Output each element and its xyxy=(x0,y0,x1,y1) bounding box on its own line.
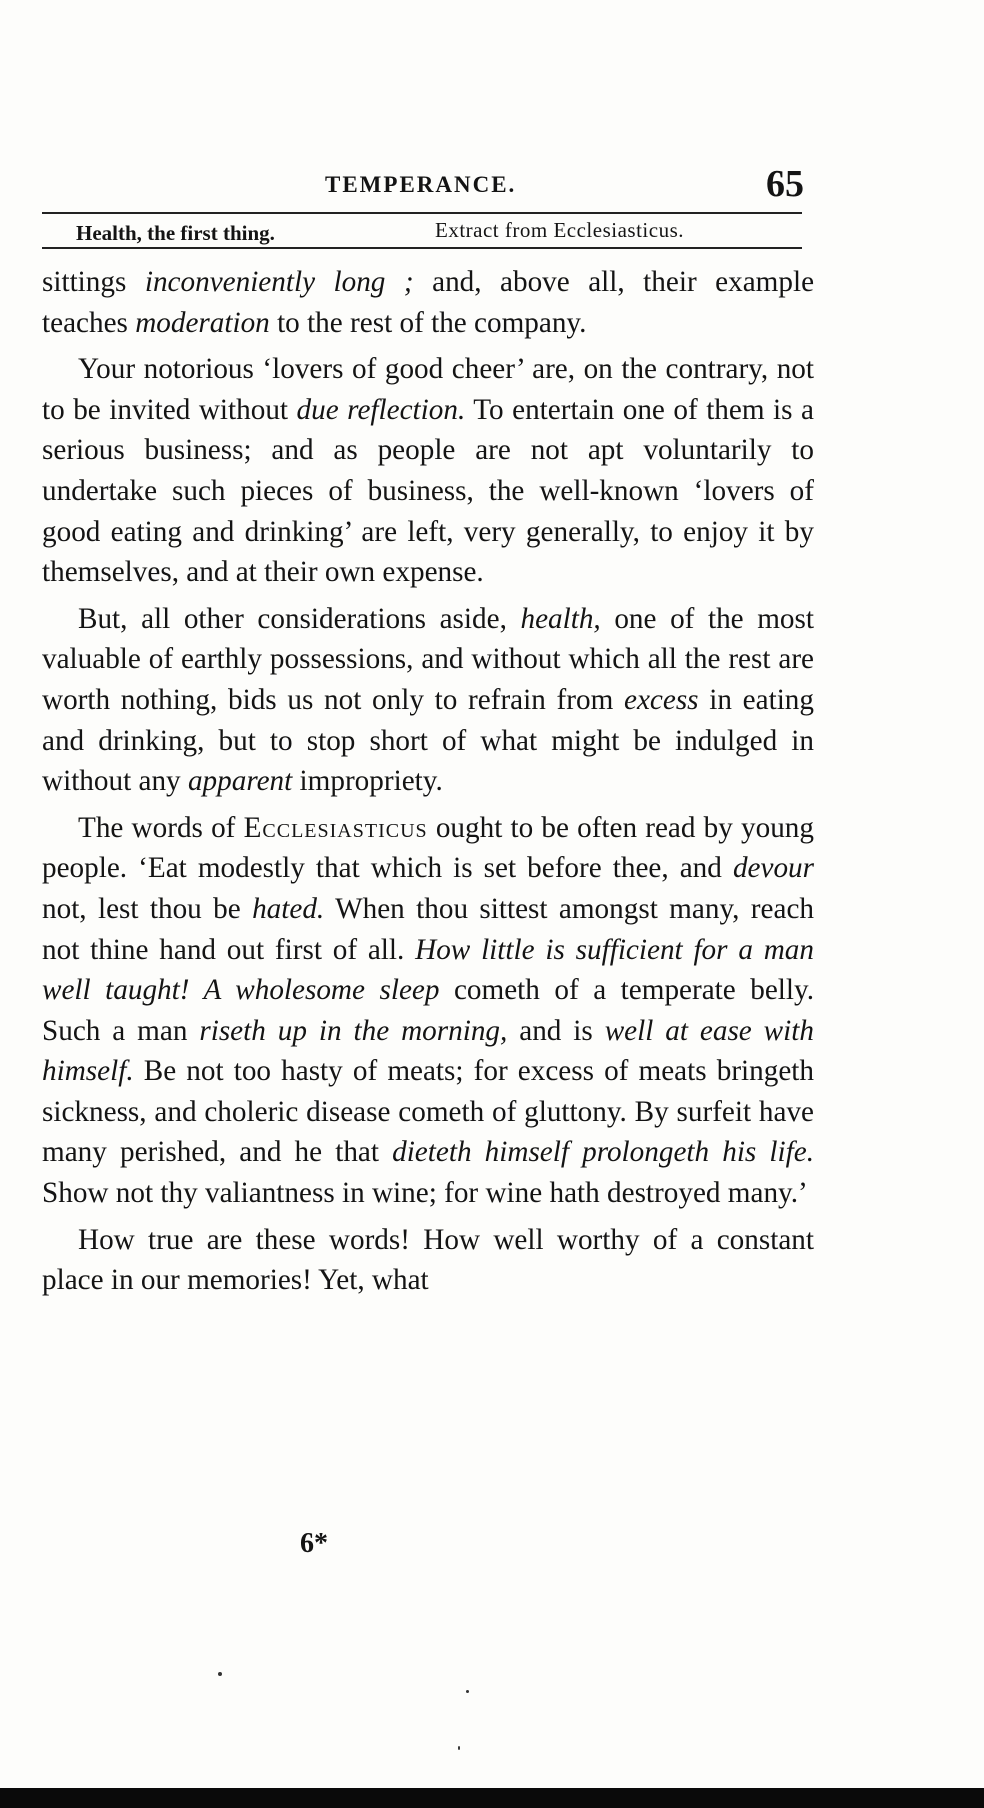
header-rule-bottom xyxy=(42,247,802,249)
scan-edge xyxy=(0,1788,984,1808)
italic-run: How little is sufficient for a man well taught! A wholesome sleep xyxy=(42,933,814,1007)
italic-run: devour xyxy=(732,852,814,885)
print-speck xyxy=(218,1672,222,1676)
text-run: one of the most valuable of earthly possessions, and without which all the rest are worth nothing, bids us not only to refrain from xyxy=(42,602,814,716)
italic-run: riseth up in the morning, xyxy=(199,1014,508,1047)
text-run: ought to be often read by young people. ‘Eat modestly that which is set before thee, and xyxy=(42,811,814,885)
paragraph-4 xyxy=(42,808,814,1214)
text-run: When thou sittest amongst many, reach not thine hand out first of all. xyxy=(42,892,814,966)
italic-run: dieteth himself prolongeth his life. xyxy=(392,1136,814,1169)
text-run: and is xyxy=(507,1014,605,1047)
text-run: But, all other considerations aside, xyxy=(78,602,521,635)
body-text xyxy=(42,262,814,1307)
text-run: to the rest of the company. xyxy=(269,306,587,339)
italic-run: apparent xyxy=(187,765,293,798)
running-head xyxy=(40,164,810,210)
text-run: sittings xyxy=(42,266,145,298)
italic-run: excess xyxy=(624,683,699,716)
text-run: not, lest thou be xyxy=(42,892,253,925)
text-run: cometh of a temperate belly. Such a man xyxy=(42,974,814,1047)
paragraph-2 xyxy=(42,349,814,593)
italic-run: moderation xyxy=(135,306,270,339)
text-run: and, above all, their example teaches xyxy=(42,266,815,339)
running-title: TEMPERANCE. xyxy=(325,172,517,197)
italic-run: hated. xyxy=(252,892,325,925)
text-run: impropriety. xyxy=(292,765,443,798)
paragraph-3 xyxy=(42,599,814,802)
paragraph-5 xyxy=(42,1220,814,1301)
print-speck xyxy=(458,1746,460,1750)
signature-mark: 6* xyxy=(300,1528,328,1559)
text-run: Be not too hasty of meats; for excess of meats bringeth sickness, and choleric disease cometh of gluttony. By surfeit have many perished, and he that xyxy=(42,1055,814,1169)
italic-run: well at ease with himself. xyxy=(42,1014,814,1088)
small-caps-run: Ecclesiasticus xyxy=(243,811,428,844)
print-speck xyxy=(466,1690,469,1693)
italic-run: inconveniently long ; xyxy=(144,266,414,298)
text-run: Your notorious ‘lovers of good cheer’ are, on the contrary, not to be invited without xyxy=(42,353,814,426)
subhead-left: Health, the first thing. xyxy=(76,221,275,245)
subhead-right: Extract from Ecclesiasticus. xyxy=(435,218,684,242)
italic-run: health, xyxy=(520,602,601,635)
text-run: How true are these words! How well worthy of a constant place in our memories! Yet, what xyxy=(42,1223,814,1297)
header-rule-top xyxy=(42,212,802,214)
text-run: The words of xyxy=(78,811,244,844)
text-run: in eating and drinking, but to stop short of what might be indulged in without any xyxy=(42,683,814,798)
text-run: To entertain one of them is a serious business; and as people are not apt voluntarily to undertake such pieces of business, the well-known ‘lovers of good eating and drinking’ are left, very generally, to enjoy it by themselves, and at their own expense. xyxy=(42,393,814,589)
text-run: Show not thy valiantness in wine; for wine hath destroyed many.’ xyxy=(42,1177,808,1210)
paragraph-1 xyxy=(42,262,814,343)
page-number: 65 xyxy=(766,163,804,205)
italic-run: due reflection. xyxy=(296,393,466,426)
